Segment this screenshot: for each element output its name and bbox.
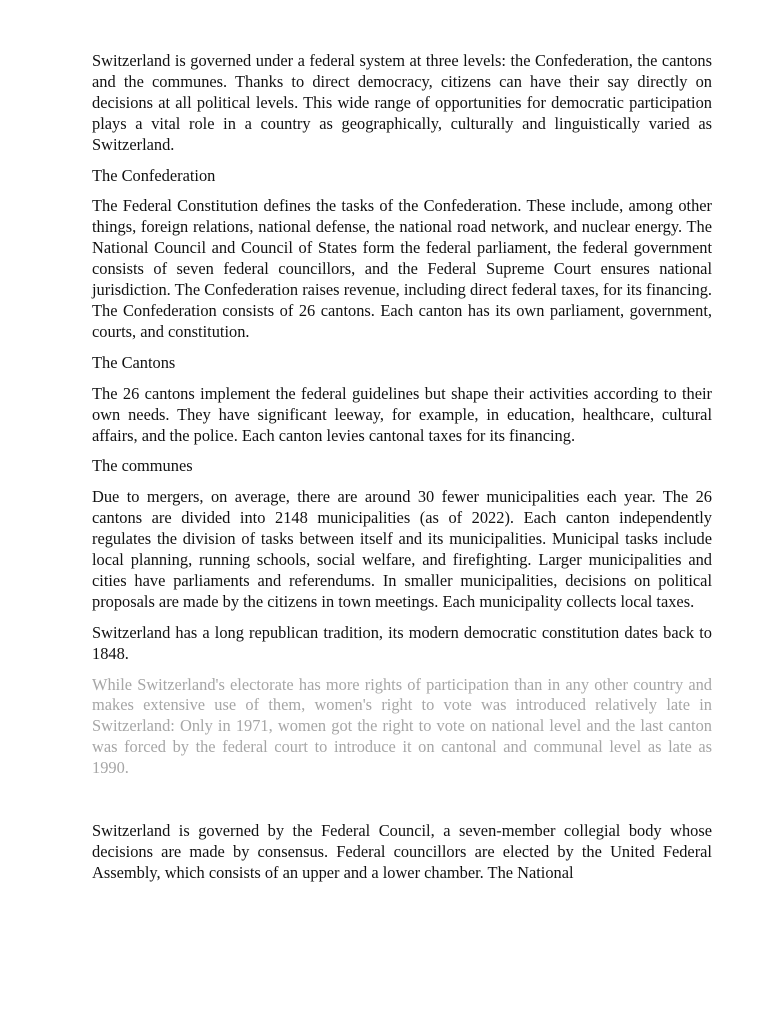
suffrage-paragraph: While Switzerland's electorate has more rights of participation than in any other country and makes extensive use of them, women's right to vote was introduced relatively late in Switzerland: Only in 1971, women got the right to vote on national level and the last canton was forced by the federal court to introduce it on cantonal and communal level as late as 1990. [92,674,712,778]
cantons-paragraph: The 26 cantons implement the federal guidelines but shape their activities according to their own needs. They have significant leeway, for example, in education, healthcare, cultural affairs, and the police. Each canton levies cantonal taxes for its financing. [92,383,712,445]
federal-council-paragraph: Switzerland is governed by the Federal Council, a seven-member collegial body whose decisions are made by consensus. Federal councillors are elected by the United Federal Assembly, which consists of an upper and a lower chamber. The National [92,821,712,882]
intro-paragraph: Switzerland is governed under a federal system at three levels: the Confederation, the cantons and the communes. Thanks to direct democracy, citizens can have their say directly on decisions at all political levels. This wide range of opportunities for democratic participation plays a vital role in a country as geographically, culturally and linguistically varied as Switzerland. [92,51,712,154]
confederation-paragraph: The Federal Constitution defines the tasks of the Confederation. These include, among other things, foreign relations, national defense, the national road network, and nuclear energy. The National Council and Council of States form the federal parliament, the federal government consists of seven federal councillors, and the Federal Supreme Court ensures national jurisdiction. The Confederation raises revenue, including direct federal taxes, for its financing. The Confederation consists of 26 cantons. Each canton has its own parliament, government, courts, and constitution. [92,196,712,341]
document-page [92,51,712,894]
cantons-heading: The Cantons [92,352,176,372]
communes-paragraph: Due to mergers, on average, there are around 30 fewer municipalities each year. The 26 cantons are divided into 2148 municipalities (as of 2022). Each canton independently regulates the division of tasks between itself and its municipalities. Municipal tasks include local planning, running schools, social welfare, and firefighting. Larger municipalities and cities have parliaments and referendums. In smaller municipalities, decisions on political proposals are made by the citizens in town meetings. Each municipality collects local taxes. [92,487,712,611]
confederation-heading: The Confederation [92,165,216,185]
tradition-paragraph: Switzerland has a long republican tradition, its modern democratic constitution dates back to 1848. [92,622,712,663]
communes-heading: The communes [92,456,193,476]
paragraph-spacer [92,789,712,821]
